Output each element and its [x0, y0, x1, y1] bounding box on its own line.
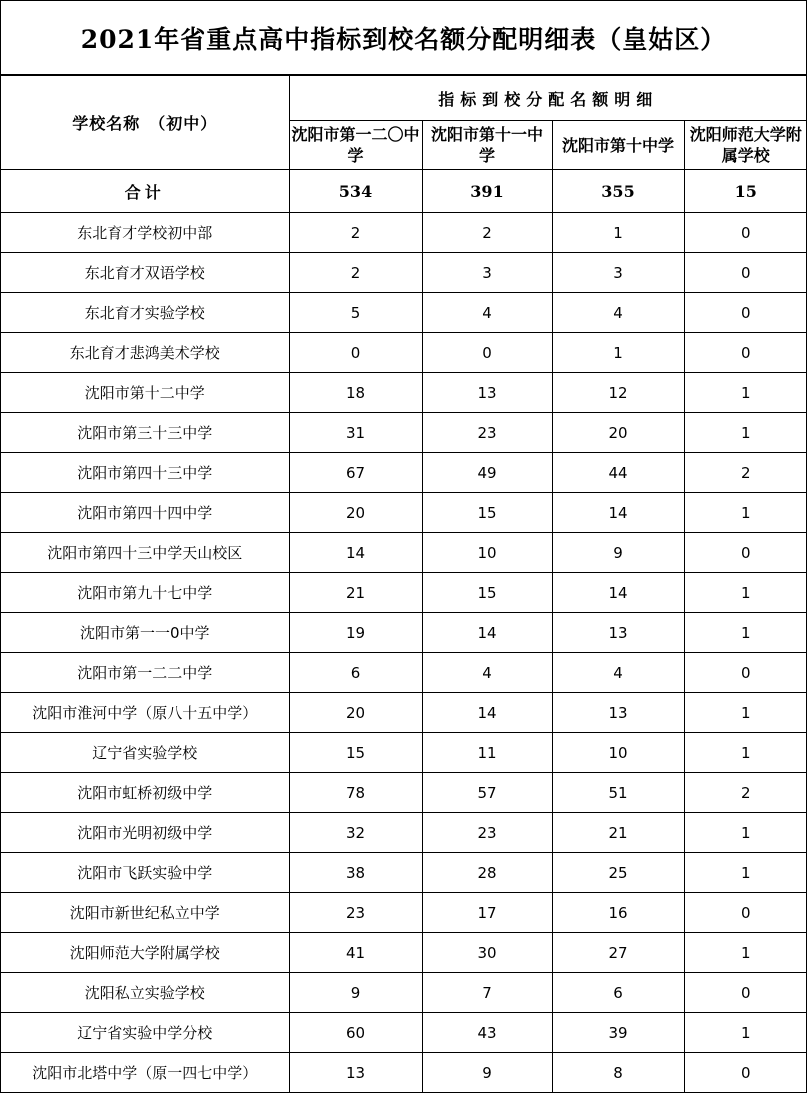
quota-cell: 6: [552, 973, 684, 1013]
column-header: 沈阳市第十一中学: [422, 121, 552, 170]
quota-cell: 10: [552, 733, 684, 773]
table-row: [1, 893, 807, 933]
quota-cell: 14: [422, 613, 552, 653]
table-row: [1, 813, 807, 853]
quota-cell: 51: [552, 773, 684, 813]
table-row: [1, 293, 807, 333]
quota-cell: 12: [552, 373, 684, 413]
quota-table: [1, 75, 807, 1093]
quota-cell: 1: [684, 413, 807, 453]
quota-cell: 18: [289, 373, 422, 413]
quota-cell: 1: [684, 573, 807, 613]
total-value: 391: [422, 170, 552, 213]
quota-cell: 1: [684, 373, 807, 413]
quota-cell: 4: [422, 653, 552, 693]
quota-cell: 1: [684, 813, 807, 853]
column-header: 沈阳市第一二〇中学: [289, 121, 422, 170]
school-name-cell: 沈阳市第四十三中学天山校区: [1, 533, 289, 573]
quota-cell: 4: [552, 653, 684, 693]
table-row: [1, 493, 807, 533]
quota-cell: 14: [422, 693, 552, 733]
total-value: 534: [289, 170, 422, 213]
quota-cell: 2: [289, 213, 422, 253]
quota-cell: 0: [684, 253, 807, 293]
quota-cell: 13: [422, 373, 552, 413]
quota-cell: 3: [552, 253, 684, 293]
school-name-cell: 辽宁省实验学校: [1, 733, 289, 773]
school-name-cell: 东北育才学校初中部: [1, 213, 289, 253]
quota-cell: 16: [552, 893, 684, 933]
table-row: [1, 973, 807, 1013]
quota-cell: 9: [289, 973, 422, 1013]
school-name-cell: 沈阳师范大学附属学校: [1, 933, 289, 973]
table-row: [1, 773, 807, 813]
table-row: [1, 613, 807, 653]
column-header: 沈阳市第十中学: [552, 121, 684, 170]
quota-cell: 2: [289, 253, 422, 293]
quota-cell: 1: [684, 493, 807, 533]
quota-cell: 39: [552, 1013, 684, 1053]
table-row: [1, 573, 807, 613]
quota-cell: 1: [684, 853, 807, 893]
quota-cell: 15: [422, 493, 552, 533]
table-row: [1, 653, 807, 693]
school-name-cell: 沈阳市新世纪私立中学: [1, 893, 289, 933]
total-row: [1, 170, 807, 213]
quota-cell: 15: [422, 573, 552, 613]
quota-cell: 20: [289, 693, 422, 733]
table-row: [1, 933, 807, 973]
table-row: [1, 693, 807, 733]
quota-cell: 13: [552, 613, 684, 653]
quota-cell: 23: [289, 893, 422, 933]
quota-cell: 1: [684, 1013, 807, 1053]
school-name-cell: 沈阳市第四十四中学: [1, 493, 289, 533]
quota-cell: 13: [289, 1053, 422, 1093]
quota-cell: 49: [422, 453, 552, 493]
school-name-cell: 东北育才悲鸿美术学校: [1, 333, 289, 373]
quota-cell: 0: [684, 653, 807, 693]
table-row: [1, 853, 807, 893]
school-name-header: 学校名称 （初中）: [1, 76, 289, 170]
quota-cell: 21: [289, 573, 422, 613]
school-name-cell: 沈阳市北塔中学（原一四七中学）: [1, 1053, 289, 1093]
quota-cell: 57: [422, 773, 552, 813]
table-row: [1, 1053, 807, 1093]
quota-cell: 31: [289, 413, 422, 453]
school-name-cell: 东北育才双语学校: [1, 253, 289, 293]
school-name-cell: 沈阳市第三十三中学: [1, 413, 289, 453]
quota-cell: 9: [422, 1053, 552, 1093]
column-header: 沈阳师范大学附属学校: [684, 121, 807, 170]
table-row: [1, 333, 807, 373]
quota-cell: 1: [684, 733, 807, 773]
quota-cell: 0: [684, 1053, 807, 1093]
quota-cell: 0: [684, 893, 807, 933]
quota-cell: 32: [289, 813, 422, 853]
quota-cell: 2: [684, 773, 807, 813]
quota-cell: 15: [289, 733, 422, 773]
table-row: [1, 733, 807, 773]
quota-cell: 38: [289, 853, 422, 893]
table-title: 2021年省重点高中指标到校名额分配明细表（皇姑区）: [1, 1, 806, 75]
quota-cell: 0: [289, 333, 422, 373]
school-name-cell: 沈阳市第一一0中学: [1, 613, 289, 653]
quota-cell: 1: [684, 933, 807, 973]
quota-cell: 1: [684, 613, 807, 653]
quota-cell: 3: [422, 253, 552, 293]
quota-cell: 0: [684, 973, 807, 1013]
quota-cell: 25: [552, 853, 684, 893]
table-row: [1, 253, 807, 293]
quota-cell: 1: [552, 333, 684, 373]
quota-cell: 23: [422, 813, 552, 853]
school-name-cell: 辽宁省实验中学分校: [1, 1013, 289, 1053]
school-name-cell: 东北育才实验学校: [1, 293, 289, 333]
table-row: [1, 413, 807, 453]
quota-cell: 14: [289, 533, 422, 573]
quota-cell: 30: [422, 933, 552, 973]
quota-cell: 19: [289, 613, 422, 653]
table-row: [1, 533, 807, 573]
school-name-cell: 沈阳市第十二中学: [1, 373, 289, 413]
quota-cell: 20: [289, 493, 422, 533]
quota-cell: 41: [289, 933, 422, 973]
quota-cell: 20: [552, 413, 684, 453]
quota-cell: 4: [422, 293, 552, 333]
quota-cell: 0: [422, 333, 552, 373]
quota-cell: 44: [552, 453, 684, 493]
table-row: [1, 213, 807, 253]
quota-cell: 4: [552, 293, 684, 333]
school-name-cell: 沈阳市第一二二中学: [1, 653, 289, 693]
quota-cell: 2: [422, 213, 552, 253]
school-name-cell: 沈阳市飞跃实验中学: [1, 853, 289, 893]
table-row: [1, 453, 807, 493]
quota-cell: 17: [422, 893, 552, 933]
quota-cell: 0: [684, 533, 807, 573]
school-name-cell: 沈阳市淮河中学（原八十五中学）: [1, 693, 289, 733]
quota-cell: 14: [552, 493, 684, 533]
total-value: 15: [684, 170, 807, 213]
allocation-group-header: 指标到校分配名额明细: [289, 76, 807, 121]
quota-cell: 27: [552, 933, 684, 973]
school-name-cell: 沈阳市第四十三中学: [1, 453, 289, 493]
quota-cell: 11: [422, 733, 552, 773]
quota-cell: 14: [552, 573, 684, 613]
quota-cell: 2: [684, 453, 807, 493]
quota-cell: 0: [684, 213, 807, 253]
quota-cell: 9: [552, 533, 684, 573]
quota-cell: 7: [422, 973, 552, 1013]
quota-cell: 8: [552, 1053, 684, 1093]
school-name-cell: 沈阳市虹桥初级中学: [1, 773, 289, 813]
quota-cell: 10: [422, 533, 552, 573]
quota-cell: 1: [552, 213, 684, 253]
quota-cell: 78: [289, 773, 422, 813]
quota-cell: 43: [422, 1013, 552, 1053]
quota-cell: 0: [684, 293, 807, 333]
quota-cell: 0: [684, 333, 807, 373]
quota-cell: 28: [422, 853, 552, 893]
quota-cell: 21: [552, 813, 684, 853]
quota-cell: 23: [422, 413, 552, 453]
total-value: 355: [552, 170, 684, 213]
school-name-cell: 沈阳私立实验学校: [1, 973, 289, 1013]
quota-cell: 6: [289, 653, 422, 693]
quota-cell: 1: [684, 693, 807, 733]
total-label: 合计: [1, 170, 289, 213]
quota-cell: 13: [552, 693, 684, 733]
quota-cell: 60: [289, 1013, 422, 1053]
table-row: [1, 1013, 807, 1053]
school-name-cell: 沈阳市第九十七中学: [1, 573, 289, 613]
quota-cell: 67: [289, 453, 422, 493]
table-row: [1, 373, 807, 413]
school-name-cell: 沈阳市光明初级中学: [1, 813, 289, 853]
quota-cell: 5: [289, 293, 422, 333]
